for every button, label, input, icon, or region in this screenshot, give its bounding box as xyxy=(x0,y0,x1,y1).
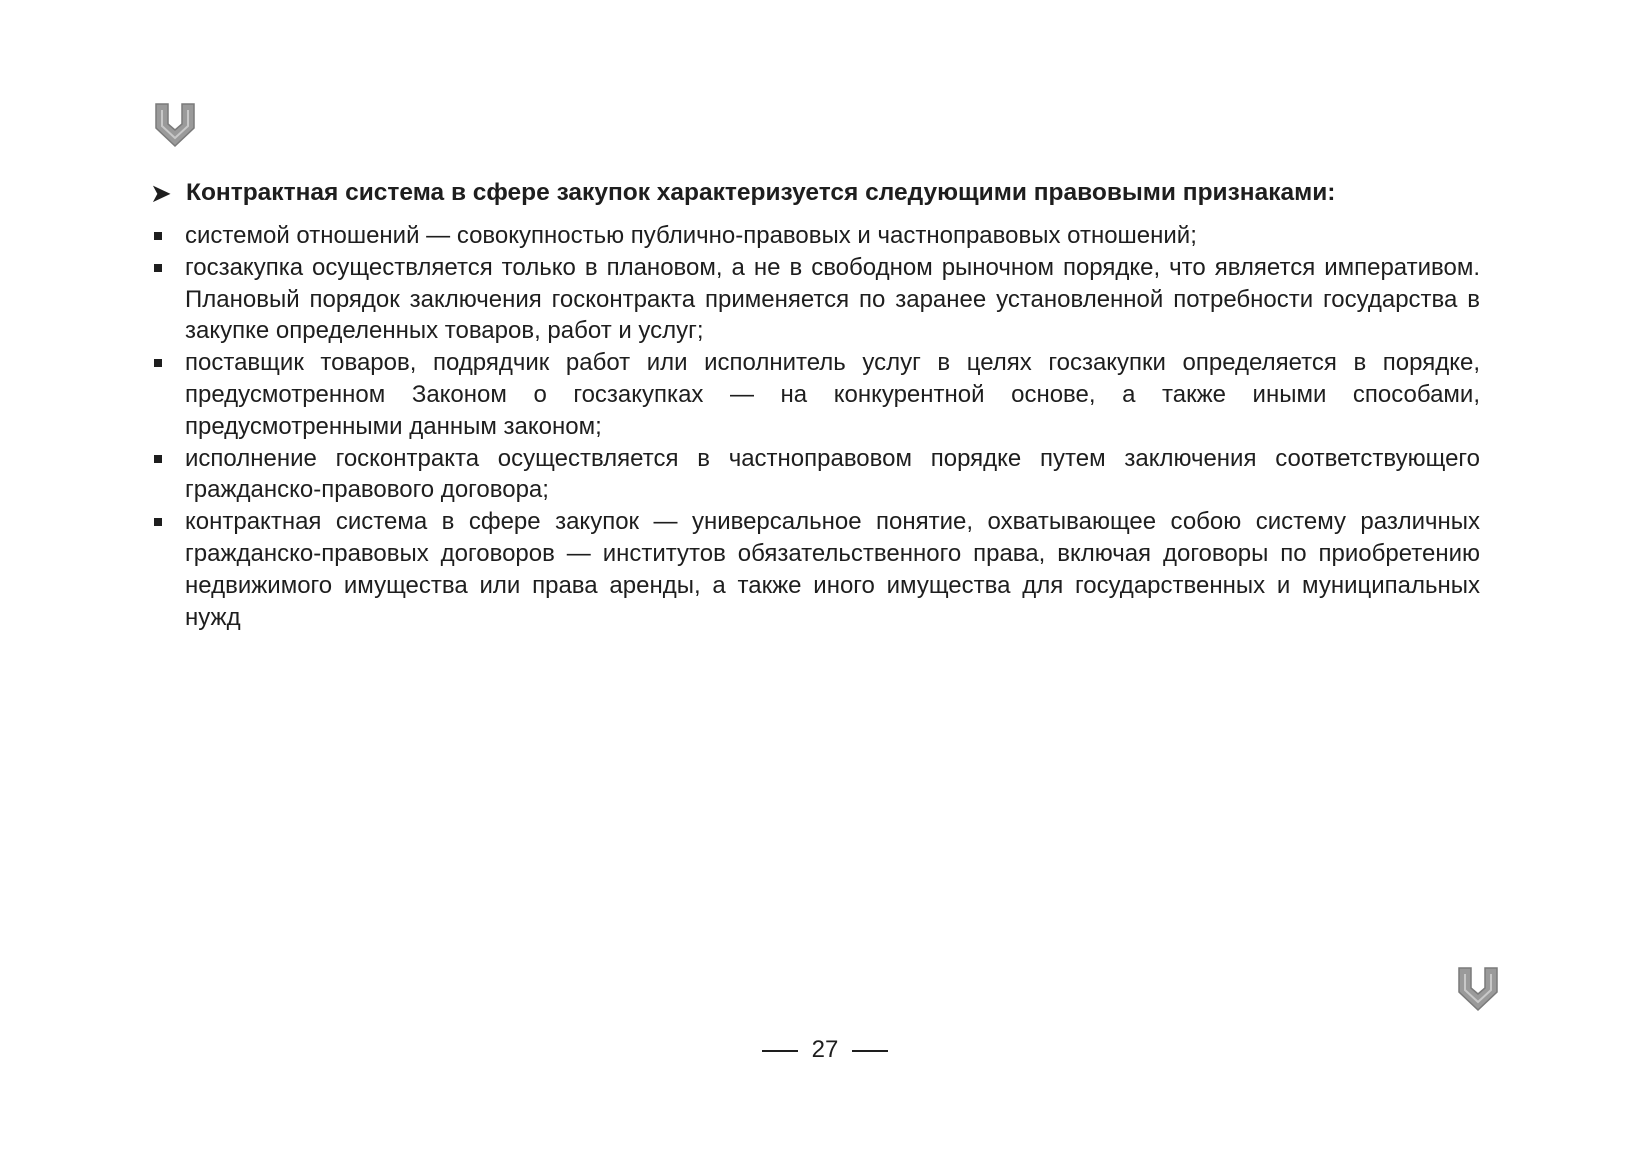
dash-divider xyxy=(762,1050,798,1052)
list-item-text: поставщик товаров, подрядчик работ или исполнитель услуг в целях госзакупки определяется в порядке, предусмотренном Законом о госзакупках — на конкурентной основе, а также иными способами, предусмотренными данным законом; xyxy=(185,349,1480,440)
list-item-text: исполнение госконтракта осуществляется в частноправовом порядке путем заключения соответствующего гражданско-правового договора; xyxy=(185,444,1480,504)
heading-text: Контрактная система в сфере закупок характеризуется следующими правовыми признаками: xyxy=(186,179,1336,206)
page-footer xyxy=(0,1035,1650,1065)
crest-mark-icon xyxy=(1451,962,1505,1016)
list-item xyxy=(150,252,1480,347)
feature-list xyxy=(150,220,1480,633)
page-number: 27 xyxy=(811,1036,839,1063)
chevron-right-icon: ➤ xyxy=(150,178,172,208)
list-item-text: госзакупка осуществляется только в плановом, а не в свободном рыночном порядке, что является императивом. Плановый порядок заключения госконтракта применяется по заранее установленной потребности государства в закупке определенных товаров, работ и услуг; xyxy=(185,253,1480,345)
section-heading xyxy=(150,176,1490,210)
square-bullet-icon xyxy=(154,359,162,367)
crest-mark-icon xyxy=(148,98,202,152)
list-item-text: системой отношений — совокупностью публично-правовых и частноправовых отношений; xyxy=(185,222,1197,249)
square-bullet-icon xyxy=(154,518,162,526)
square-bullet-icon xyxy=(154,264,162,272)
list-item-text: контрактная система в сфере закупок — универсальное понятие, охватывающее собою систему различных гражданско-правовых договоров — институтов обязательственного права, включая договоры по приобретению недвижимого имущества или права аренды, а также иного имущества для государственных и муниципальных нужд xyxy=(185,508,1480,631)
square-bullet-icon xyxy=(154,232,162,240)
list-item xyxy=(150,506,1480,633)
dash-divider xyxy=(852,1050,888,1052)
list-item xyxy=(150,220,1480,252)
square-bullet-icon xyxy=(154,455,162,463)
list-item xyxy=(150,347,1480,442)
list-item xyxy=(150,443,1480,507)
